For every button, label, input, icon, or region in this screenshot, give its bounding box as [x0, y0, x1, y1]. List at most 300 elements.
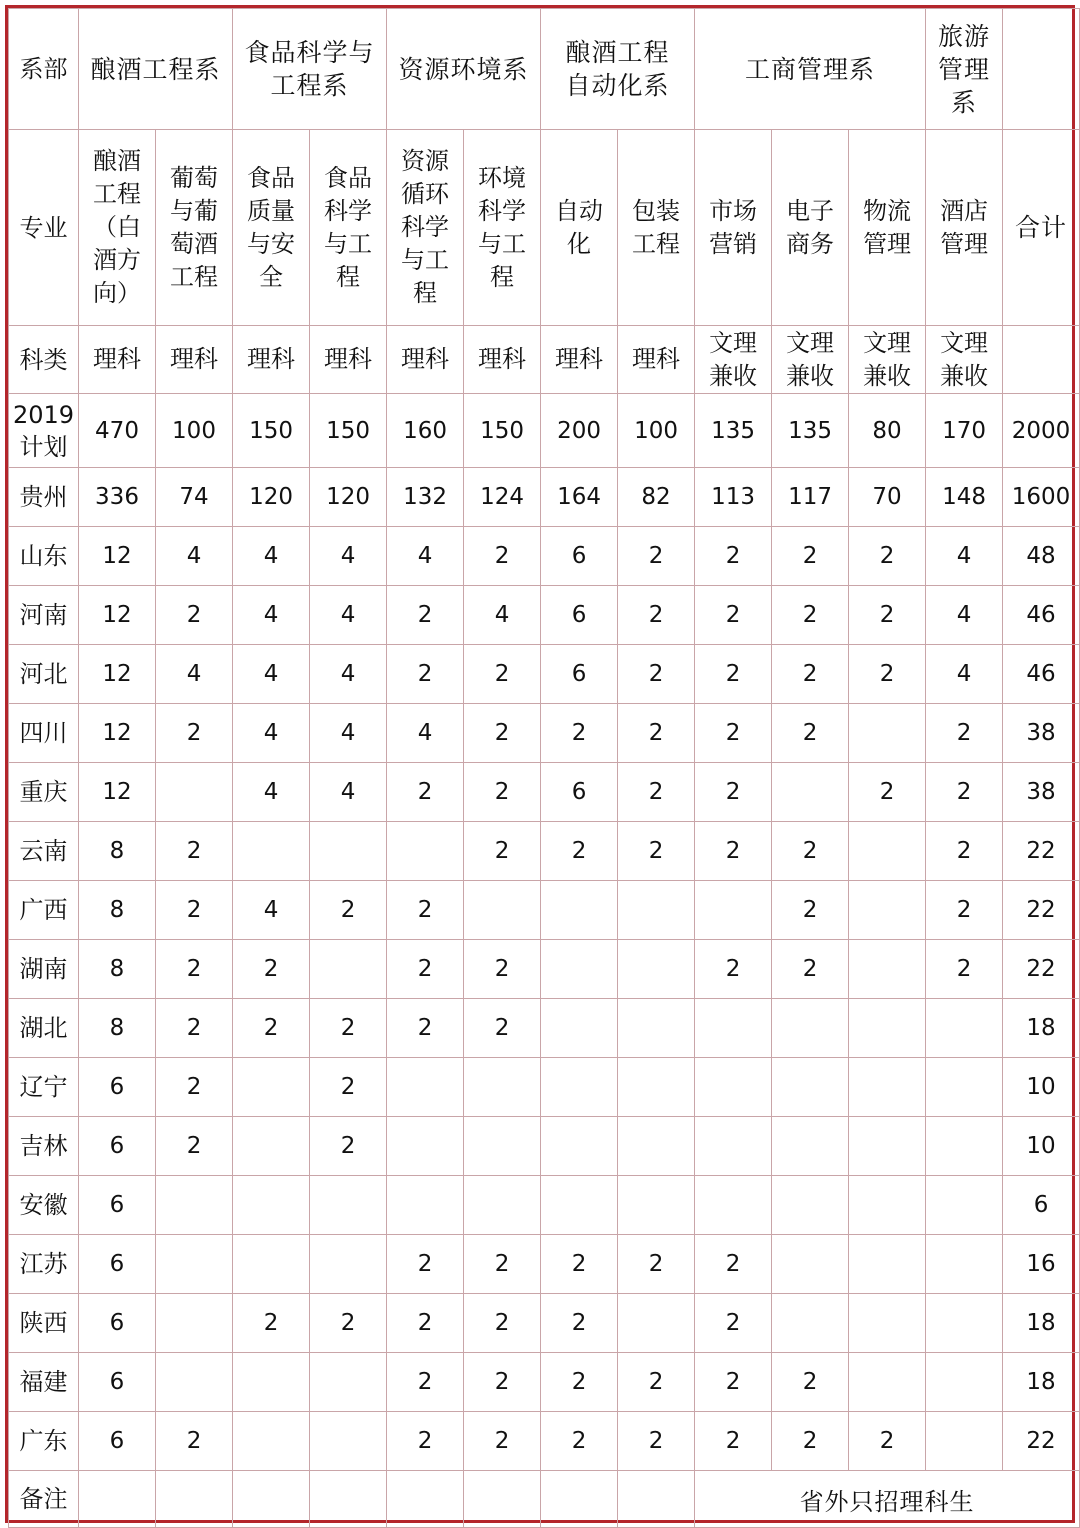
table-cell: 2	[464, 704, 541, 763]
table-cell: 2	[695, 527, 772, 586]
table-cell: 2	[387, 763, 464, 822]
table-cell	[387, 1176, 464, 1235]
table-cell	[541, 1058, 618, 1117]
table-cell	[772, 1235, 849, 1294]
table-cell: 4	[310, 586, 387, 645]
major-header	[695, 130, 772, 326]
category-cell-text: 理科	[247, 345, 296, 373]
major-header-text: 电子 商务	[786, 196, 835, 258]
table-cell: 2	[618, 1412, 695, 1471]
table-cell: 6	[79, 1294, 156, 1353]
row-label	[9, 1353, 79, 1412]
table-cell: 2	[926, 704, 1003, 763]
note-row	[9, 1471, 1080, 1528]
table-cell: 12	[79, 645, 156, 704]
table-cell	[695, 1117, 772, 1176]
department-header-text: 工商管理系	[745, 54, 876, 84]
table-cell: 2	[464, 645, 541, 704]
table-cell: 2	[387, 1294, 464, 1353]
major-header	[926, 130, 1003, 326]
table-cell: 4	[926, 527, 1003, 586]
table-cell: 150	[233, 394, 310, 468]
table-cell: 100	[156, 394, 233, 468]
table-cell: 2	[156, 822, 233, 881]
table-cell: 2	[464, 1412, 541, 1471]
table-cell: 120	[310, 468, 387, 527]
row-label	[9, 940, 79, 999]
category-total-empty	[1003, 326, 1080, 394]
table-cell: 2	[695, 940, 772, 999]
table-cell: 2	[387, 881, 464, 940]
table-cell: 4	[233, 881, 310, 940]
row-label-text: 山东	[19, 542, 68, 570]
row-label	[9, 1235, 79, 1294]
table-cell: 2	[156, 940, 233, 999]
row-label-text: 陕西	[19, 1309, 68, 1337]
row-total: 22	[1003, 881, 1080, 940]
major-header-text: 食品 质量 与安 全	[247, 163, 296, 291]
major-header-text: 酿酒 工程 （白 酒方 向）	[93, 147, 141, 307]
table-cell	[618, 881, 695, 940]
department-header	[541, 9, 695, 130]
table-cell	[618, 1294, 695, 1353]
row-total: 10	[1003, 1117, 1080, 1176]
table-cell	[464, 1058, 541, 1117]
table-cell	[387, 1117, 464, 1176]
table-cell	[849, 940, 926, 999]
table-cell	[618, 999, 695, 1058]
row-label-text: 2019 计划	[12, 400, 75, 461]
row-label-text: 湖南	[19, 955, 68, 983]
table-cell	[695, 881, 772, 940]
table-cell	[849, 1176, 926, 1235]
major-row-label: 专业	[9, 130, 79, 326]
table-cell: 2	[156, 999, 233, 1058]
table-cell: 2	[772, 881, 849, 940]
row-label-text: 重庆	[19, 778, 68, 806]
table-cell	[695, 1058, 772, 1117]
table-cell	[849, 1058, 926, 1117]
table-cell	[926, 1176, 1003, 1235]
table-cell: 6	[541, 645, 618, 704]
table-cell: 4	[387, 527, 464, 586]
category-cell	[541, 326, 618, 394]
major-header-text: 食品 科学 与工 程	[324, 163, 373, 291]
major-header	[387, 130, 464, 326]
table-cell	[772, 1294, 849, 1353]
table-cell	[156, 1294, 233, 1353]
row-label-text: 河北	[19, 660, 68, 688]
table-cell: 70	[849, 468, 926, 527]
table-cell: 2	[695, 1294, 772, 1353]
table-cell: 8	[79, 999, 156, 1058]
table-cell: 80	[849, 394, 926, 468]
table-cell: 2	[849, 527, 926, 586]
department-row-label: 系部	[9, 9, 79, 130]
table-row	[9, 394, 1080, 468]
table-cell: 2	[618, 1235, 695, 1294]
category-cell-text: 理科	[632, 345, 681, 373]
table-cell: 6	[79, 1353, 156, 1412]
table-cell: 6	[79, 1117, 156, 1176]
department-header	[79, 9, 233, 130]
row-total: 10	[1003, 1058, 1080, 1117]
row-label	[9, 1294, 79, 1353]
category-cell-text: 文理 兼收	[863, 328, 912, 390]
major-header	[541, 130, 618, 326]
category-cell-text: 理科	[170, 345, 218, 373]
table-row	[9, 586, 1080, 645]
table-cell: 2	[618, 763, 695, 822]
row-total: 1600	[1003, 468, 1080, 527]
table-cell: 170	[926, 394, 1003, 468]
table-cell	[849, 999, 926, 1058]
row-label-text: 广西	[19, 896, 68, 924]
table-cell: 470	[79, 394, 156, 468]
table-cell: 4	[233, 704, 310, 763]
table-cell	[541, 940, 618, 999]
table-cell	[387, 822, 464, 881]
table-cell: 2	[233, 1294, 310, 1353]
table-row	[9, 1117, 1080, 1176]
table-cell	[772, 1058, 849, 1117]
table-row	[9, 1176, 1080, 1235]
table-cell: 4	[233, 586, 310, 645]
table-cell: 4	[233, 763, 310, 822]
table-cell: 4	[926, 586, 1003, 645]
table-cell: 2	[387, 645, 464, 704]
table-cell: 2	[772, 940, 849, 999]
major-header-text: 葡萄 与葡 萄酒 工程	[170, 163, 218, 291]
department-header-text: 酿酒工程系	[90, 54, 221, 84]
table-cell	[541, 881, 618, 940]
row-label	[9, 394, 79, 468]
table-row	[9, 527, 1080, 586]
major-header-text: 酒店 管理	[940, 196, 989, 258]
table-cell: 2	[387, 1235, 464, 1294]
table-cell: 2	[464, 1235, 541, 1294]
table-cell: 2	[310, 999, 387, 1058]
row-label-text: 云南	[19, 837, 68, 865]
department-header	[695, 9, 926, 130]
row-total: 22	[1003, 940, 1080, 999]
major-header-text: 物流 管理	[863, 196, 912, 258]
enrollment-plan-table	[8, 8, 1080, 1528]
table-cell: 2	[233, 999, 310, 1058]
table-cell: 2	[156, 1412, 233, 1471]
table-cell: 2	[618, 645, 695, 704]
table-cell: 2	[541, 1235, 618, 1294]
table-cell: 2	[695, 645, 772, 704]
table-cell: 2	[387, 1353, 464, 1412]
major-header	[310, 130, 387, 326]
table-cell: 8	[79, 822, 156, 881]
category-cell-text: 理科	[555, 345, 604, 373]
row-label	[9, 586, 79, 645]
table-cell: 2	[849, 1412, 926, 1471]
row-label	[9, 1412, 79, 1471]
table-cell: 2	[618, 1353, 695, 1412]
table-cell	[926, 1294, 1003, 1353]
category-cell-text: 文理 兼收	[709, 328, 758, 390]
table-cell: 2	[849, 645, 926, 704]
major-header	[79, 130, 156, 326]
table-cell: 148	[926, 468, 1003, 527]
major-header-text: 市场 营销	[709, 196, 758, 258]
table-cell: 2	[387, 999, 464, 1058]
major-header	[618, 130, 695, 326]
table-cell	[233, 1235, 310, 1294]
table-cell	[541, 1117, 618, 1176]
row-label-text: 福建	[19, 1368, 68, 1396]
table-cell: 2	[464, 527, 541, 586]
table-row	[9, 645, 1080, 704]
table-cell: 2	[695, 763, 772, 822]
table-row	[9, 704, 1080, 763]
row-total: 6	[1003, 1176, 1080, 1235]
row-label	[9, 1176, 79, 1235]
row-label-text: 吉林	[19, 1132, 68, 1160]
department-header	[233, 9, 387, 130]
major-header-text: 包装 工程	[632, 196, 681, 258]
row-label-text: 湖北	[19, 1014, 68, 1042]
category-cell-text: 理科	[324, 345, 373, 373]
table-cell: 200	[541, 394, 618, 468]
table-cell: 2	[618, 822, 695, 881]
table-cell: 4	[233, 527, 310, 586]
table-cell	[849, 704, 926, 763]
category-cell	[310, 326, 387, 394]
department-header-text: 旅游 管理 系	[938, 21, 991, 117]
table-cell	[310, 1176, 387, 1235]
major-header	[156, 130, 233, 326]
row-label-text: 江苏	[19, 1250, 68, 1278]
table-cell: 2	[541, 822, 618, 881]
table-cell	[310, 1235, 387, 1294]
row-total: 22	[1003, 1412, 1080, 1471]
department-header	[926, 9, 1003, 130]
table-cell: 164	[541, 468, 618, 527]
note-empty-cell	[464, 1471, 541, 1528]
table-cell: 2	[156, 1117, 233, 1176]
table-cell	[464, 881, 541, 940]
table-cell: 2	[156, 704, 233, 763]
table-cell: 100	[618, 394, 695, 468]
category-cell-text: 文理 兼收	[940, 328, 989, 390]
table-cell: 6	[79, 1412, 156, 1471]
table-cell: 12	[79, 763, 156, 822]
note-empty-cell	[618, 1471, 695, 1528]
row-label	[9, 881, 79, 940]
table-cell	[310, 940, 387, 999]
table-cell: 2	[772, 1412, 849, 1471]
row-label-text: 广东	[19, 1427, 68, 1455]
table-cell: 2	[772, 645, 849, 704]
table-cell	[926, 1117, 1003, 1176]
table-cell: 135	[772, 394, 849, 468]
major-header-text: 自动 化	[555, 196, 604, 258]
row-total: 38	[1003, 704, 1080, 763]
row-total: 48	[1003, 527, 1080, 586]
row-label	[9, 704, 79, 763]
table-cell: 4	[310, 704, 387, 763]
table-cell: 124	[464, 468, 541, 527]
table-cell	[695, 1176, 772, 1235]
category-cell	[849, 326, 926, 394]
table-cell: 113	[695, 468, 772, 527]
department-header-text: 资源环境系	[398, 54, 529, 84]
category-cell-text: 理科	[478, 345, 527, 373]
major-header-text: 环境 科学 与工 程	[478, 163, 527, 291]
note-label: 备注	[9, 1471, 79, 1528]
table-cell	[464, 1117, 541, 1176]
table-cell: 2	[464, 822, 541, 881]
table-cell	[310, 1412, 387, 1471]
table-cell: 150	[464, 394, 541, 468]
table-cell	[387, 1058, 464, 1117]
table-cell: 12	[79, 586, 156, 645]
table-cell: 2	[695, 822, 772, 881]
table-row	[9, 1353, 1080, 1412]
table-cell: 2	[849, 763, 926, 822]
category-cell	[156, 326, 233, 394]
table-cell	[156, 763, 233, 822]
table-cell	[156, 1353, 233, 1412]
row-label	[9, 1117, 79, 1176]
table-cell: 6	[79, 1176, 156, 1235]
table-cell: 12	[79, 527, 156, 586]
major-header-text: 资源 循环 科学 与工 程	[401, 147, 450, 307]
table-cell: 2	[156, 881, 233, 940]
note-empty-cell	[156, 1471, 233, 1528]
table-cell: 2	[926, 940, 1003, 999]
table-cell	[310, 1353, 387, 1412]
category-cell	[695, 326, 772, 394]
table-cell	[849, 881, 926, 940]
department-header	[387, 9, 541, 130]
table-cell: 150	[310, 394, 387, 468]
note-empty-cell	[541, 1471, 618, 1528]
table-cell: 2	[695, 1353, 772, 1412]
table-cell	[541, 1176, 618, 1235]
row-total: 22	[1003, 822, 1080, 881]
table-row	[9, 1412, 1080, 1471]
table-cell: 74	[156, 468, 233, 527]
table-cell: 6	[541, 527, 618, 586]
table-cell: 6	[79, 1235, 156, 1294]
row-label	[9, 822, 79, 881]
table-cell	[772, 999, 849, 1058]
table-cell: 4	[233, 645, 310, 704]
table-cell: 4	[156, 527, 233, 586]
table-cell: 2	[849, 586, 926, 645]
table-cell	[926, 999, 1003, 1058]
category-cell	[772, 326, 849, 394]
table-cell	[772, 1117, 849, 1176]
note-text: 省外只招理科生	[695, 1471, 1080, 1528]
table-cell	[618, 1117, 695, 1176]
table-cell	[849, 1117, 926, 1176]
table-cell: 4	[310, 527, 387, 586]
table-cell: 6	[79, 1058, 156, 1117]
table-cell	[772, 763, 849, 822]
table-cell: 2	[695, 1235, 772, 1294]
note-empty-cell	[79, 1471, 156, 1528]
row-total: 38	[1003, 763, 1080, 822]
table-cell: 2	[772, 527, 849, 586]
row-label	[9, 527, 79, 586]
category-cell	[464, 326, 541, 394]
category-cell	[233, 326, 310, 394]
table-cell: 2	[926, 763, 1003, 822]
department-total-empty	[1003, 9, 1080, 130]
table-cell: 2	[233, 940, 310, 999]
table-row	[9, 1294, 1080, 1353]
table-cell: 4	[310, 763, 387, 822]
table-row	[9, 881, 1080, 940]
row-label-text: 安徽	[19, 1191, 68, 1219]
row-total: 46	[1003, 586, 1080, 645]
row-total: 18	[1003, 999, 1080, 1058]
row-total: 18	[1003, 1353, 1080, 1412]
table-row	[9, 822, 1080, 881]
table-cell	[233, 1058, 310, 1117]
table-cell: 132	[387, 468, 464, 527]
table-cell: 2	[695, 586, 772, 645]
table-cell	[156, 1235, 233, 1294]
row-label	[9, 1058, 79, 1117]
table-cell: 2	[541, 1294, 618, 1353]
table-cell: 2	[387, 1412, 464, 1471]
table-cell	[233, 822, 310, 881]
row-label-text: 贵州	[19, 483, 68, 511]
table-cell: 8	[79, 881, 156, 940]
table-cell	[772, 1176, 849, 1235]
table-cell: 2	[618, 586, 695, 645]
category-cell-text: 理科	[93, 345, 141, 373]
major-header	[849, 130, 926, 326]
table-cell: 2	[464, 1353, 541, 1412]
row-label-text: 河南	[19, 601, 68, 629]
row-label	[9, 763, 79, 822]
table-cell	[849, 822, 926, 881]
table-cell	[233, 1176, 310, 1235]
table-cell: 2	[772, 1353, 849, 1412]
table-cell: 2	[310, 881, 387, 940]
table-cell	[926, 1058, 1003, 1117]
table-cell: 2	[772, 586, 849, 645]
table-cell	[233, 1412, 310, 1471]
table-cell	[849, 1235, 926, 1294]
table-cell: 2	[926, 881, 1003, 940]
table-cell: 2	[310, 1058, 387, 1117]
table-cell	[156, 1176, 233, 1235]
table-cell: 2	[310, 1294, 387, 1353]
row-total: 46	[1003, 645, 1080, 704]
table-cell: 2	[926, 822, 1003, 881]
department-header-text: 食品科学与 工程系	[244, 38, 375, 100]
table-cell: 2	[618, 704, 695, 763]
table-cell: 4	[156, 645, 233, 704]
category-cell	[618, 326, 695, 394]
table-cell: 2	[618, 527, 695, 586]
table-cell: 4	[387, 704, 464, 763]
table-cell	[233, 1117, 310, 1176]
category-cell-text: 文理 兼收	[786, 328, 835, 390]
table-cell: 82	[618, 468, 695, 527]
table-cell: 2	[541, 1353, 618, 1412]
table-cell	[541, 999, 618, 1058]
